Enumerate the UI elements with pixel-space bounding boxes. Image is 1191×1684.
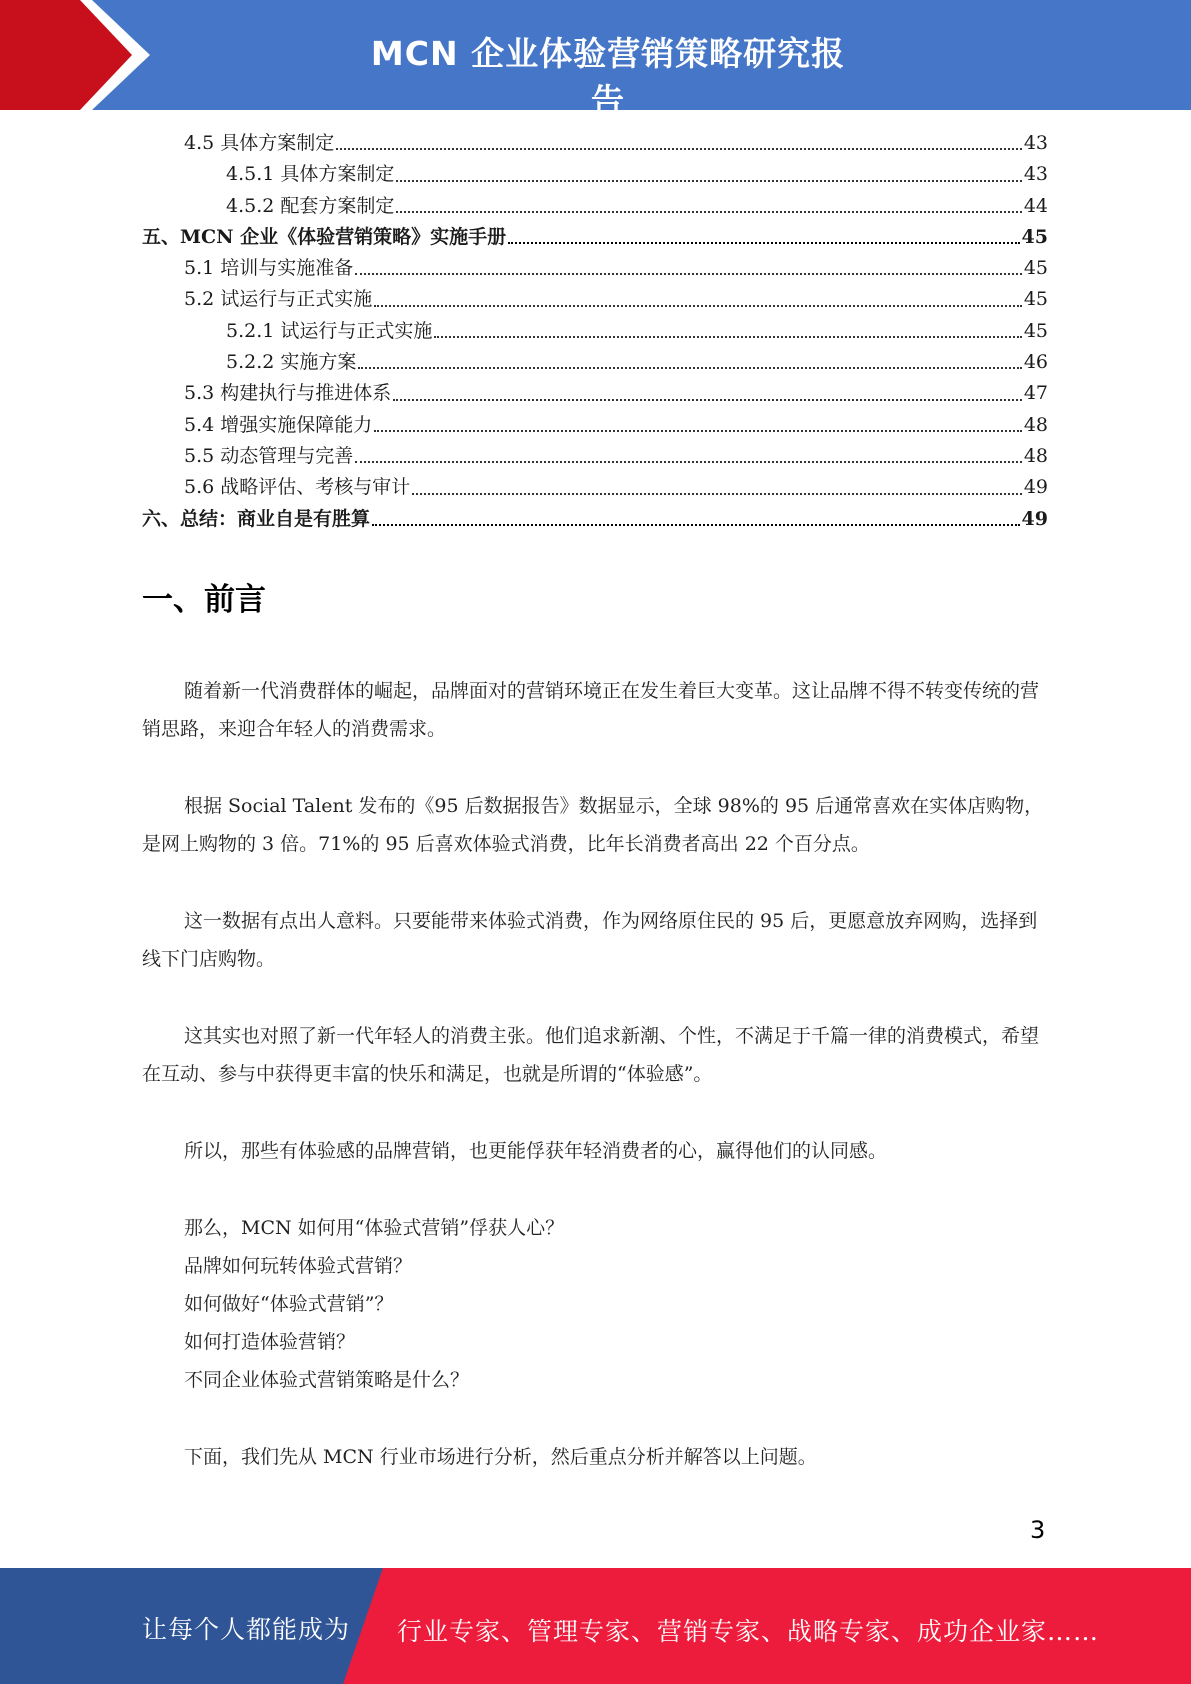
toc-dot-leader — [358, 367, 1021, 369]
toc-entry-page: 48 — [1023, 444, 1048, 467]
toc-entry-page: 49 — [1021, 507, 1048, 530]
question-item: 如何做好“体验式营销”？ — [184, 1293, 394, 1315]
toc-entry-page: 45 — [1021, 225, 1048, 248]
toc-entry-page: 43 — [1023, 132, 1048, 154]
toc-dot-leader — [355, 273, 1022, 275]
toc-entry-page: 49 — [1023, 476, 1048, 499]
toc-entry[interactable] — [142, 504, 1048, 535]
toc-entry[interactable] — [142, 191, 1048, 222]
toc-dot-leader — [372, 524, 1020, 526]
toc-entry-page: 47 — [1023, 382, 1048, 405]
toc-entry-label: 5.1 培训与实施准备 — [184, 253, 355, 284]
closing-paragraph: 下面，我们先从 MCN 行业市场进行分析，然后重点分析并解答以上问题。 — [184, 1446, 817, 1468]
toc-dot-leader — [508, 242, 1019, 244]
page-footer — [0, 1568, 1191, 1684]
toc-entry-page: 45 — [1023, 288, 1048, 311]
toc-dot-leader — [393, 399, 1022, 401]
page-header — [0, 0, 1191, 120]
toc-entry-label: 5.4 增强实施保障能力 — [184, 410, 374, 441]
toc-entry-page: 46 — [1023, 351, 1048, 374]
toc-entry-label: 六、总结：商业自是有胜算 — [142, 504, 372, 535]
toc-entry[interactable] — [142, 441, 1048, 472]
footer-slogan-right: 行业专家、管理专家、营销专家、战略专家、成功企业家…… — [397, 1617, 1100, 1646]
toc-entry[interactable] — [142, 284, 1048, 315]
question-list — [142, 1209, 1048, 1399]
toc-entry[interactable] — [142, 347, 1048, 378]
toc-entry[interactable] — [142, 128, 1048, 159]
toc-entry-page: 48 — [1023, 413, 1048, 436]
toc-dot-leader — [374, 430, 1022, 432]
toc-entry-page: 44 — [1023, 194, 1048, 217]
toc-entry-label: 5.5 动态管理与完善 — [184, 441, 355, 472]
paragraph: 根据 Social Talent 发布的《95 后数据报告》数据显示，全球 98%的 95 后通常喜欢在实体店购物，是网上购物的 3 倍。71%的 95 后喜欢体验式消费，比年长消费者高出 22 个百分点。 — [142, 795, 1044, 855]
question-item: 如何打造体验营销？ — [184, 1331, 356, 1353]
toc-entry-label: 5.2 试运行与正式实施 — [184, 284, 374, 315]
toc-dot-leader — [412, 493, 1022, 495]
toc-entry-label: 4.5 具体方案制定 — [184, 128, 336, 159]
toc-entry-page: 43 — [1023, 163, 1048, 186]
question-item: 不同企业体验式营销策略是什么？ — [184, 1369, 470, 1391]
toc-entry[interactable] — [142, 159, 1048, 190]
toc-entry[interactable] — [142, 410, 1048, 441]
toc-entry-label: 5.2.1 试运行与正式实施 — [226, 316, 434, 347]
paragraph: 随着新一代消费群体的崛起，品牌面对的营销环境正在发生着巨大变革。这让品牌不得不转变传统的营销思路，来迎合年轻人的消费需求。 — [142, 680, 1040, 740]
toc-entry[interactable] — [142, 378, 1048, 409]
toc-entry-label: 4.5.2 配套方案制定 — [226, 191, 396, 222]
toc-entry[interactable] — [142, 316, 1048, 347]
toc-entry-page: 45 — [1023, 319, 1048, 342]
toc-entry-label: 5.6 战略评估、考核与审计 — [184, 472, 412, 503]
toc-dot-leader — [396, 180, 1021, 182]
report-title: MCN 企业体验营销策略研究报告 — [370, 34, 846, 120]
toc-entry-label: 5.2.2 实施方案 — [226, 347, 358, 378]
toc-entry[interactable] — [142, 472, 1048, 503]
toc-dot-leader — [355, 461, 1022, 463]
toc-entry-label: 5.3 构建执行与推进体系 — [184, 378, 393, 409]
toc-dot-leader — [434, 336, 1021, 338]
toc-entry-label: 五、MCN 企业《体验营销策略》实施手册 — [142, 222, 508, 253]
question-item: 品牌如何玩转体验式营销？ — [184, 1255, 413, 1277]
paragraph: 这一数据有点出人意料。只要能带来体验式消费，作为网络原住民的 95 后，更愿意放弃网购，选择到线下门店购物。 — [142, 910, 1038, 970]
toc-entry[interactable] — [142, 222, 1048, 253]
paragraph: 所以，那些有体验感的品牌营销，也更能俘获年轻消费者的心，赢得他们的认同感。 — [184, 1140, 888, 1162]
toc-entry-page: 45 — [1023, 257, 1048, 280]
question-item: 那么，MCN 如何用“体验式营销”俘获人心？ — [184, 1217, 565, 1239]
paragraph: 这其实也对照了新一代年轻人的消费主张。他们追求新潮、个性，不满足于千篇一律的消费模式，希望在互动、参与中获得更丰富的快乐和满足，也就是所谓的“体验感”。 — [142, 1025, 1040, 1085]
footer-slogan-left: 让每个人都能成为 — [142, 1615, 351, 1644]
toc-dot-leader — [396, 211, 1021, 213]
section-heading: 一、前言 — [142, 582, 266, 618]
toc-entry[interactable] — [142, 253, 1048, 284]
table-of-contents — [142, 128, 1048, 535]
body-text — [142, 672, 1048, 1515]
toc-entry-label: 4.5.1 具体方案制定 — [226, 159, 396, 190]
toc-dot-leader — [374, 305, 1022, 307]
toc-dot-leader — [336, 148, 1022, 150]
page-number: 3 — [1030, 1516, 1046, 1544]
